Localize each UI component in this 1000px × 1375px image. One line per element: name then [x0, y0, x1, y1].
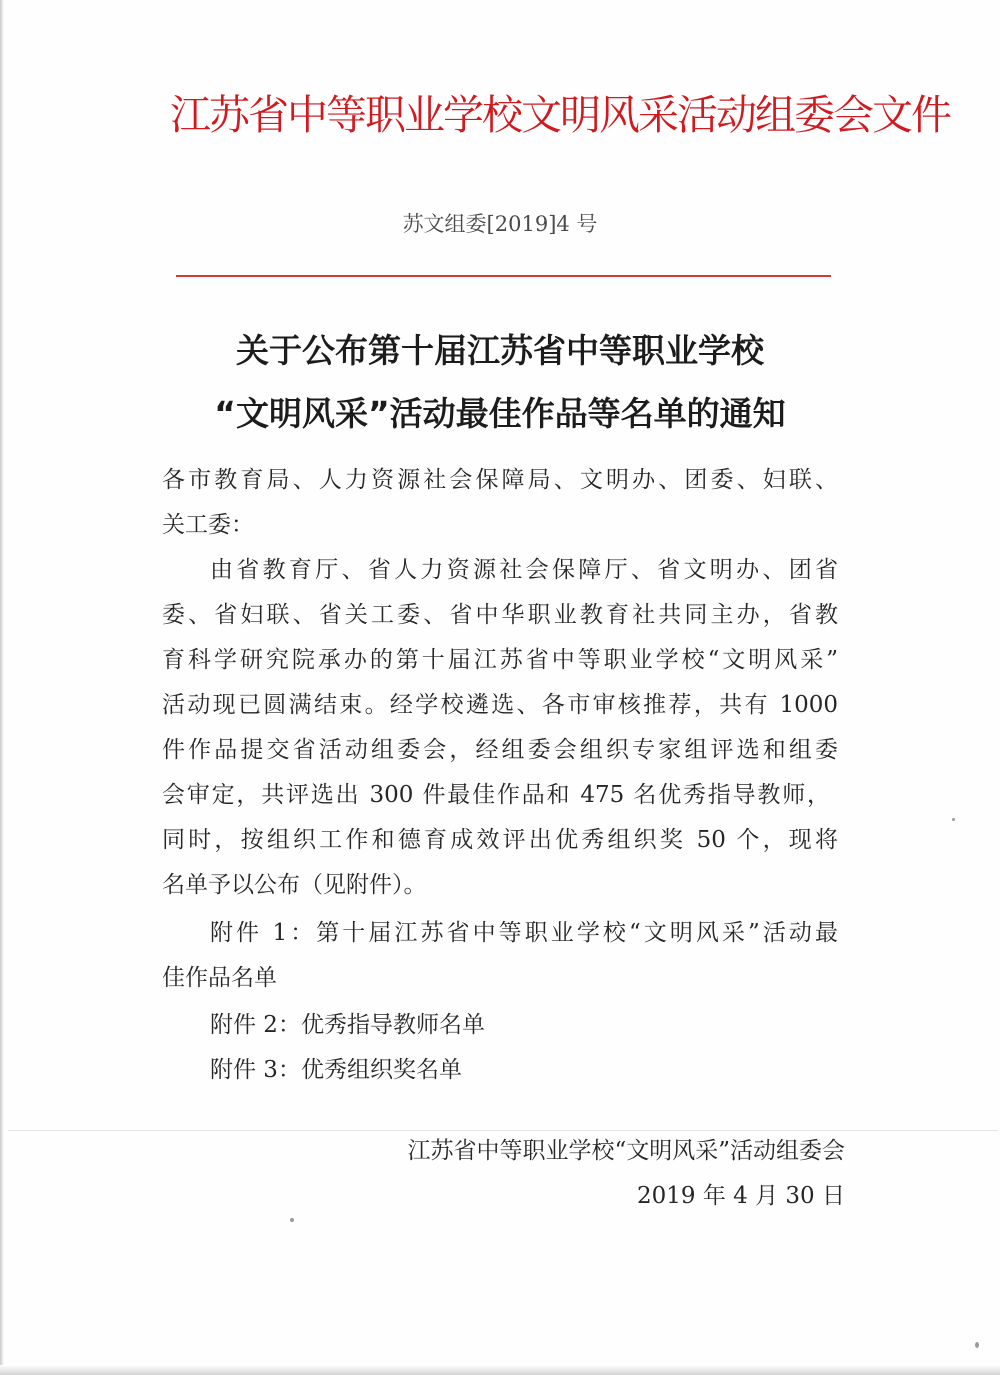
signature-organization: 江苏省中等职业学校“文明风采”活动组委会: [407, 1138, 845, 1164]
paragraph-line-8: 名单予以公布（见附件）。: [162, 872, 427, 898]
attachment-2: 附件 2：优秀指导教师名单: [210, 1012, 485, 1038]
scan-speck: [952, 818, 955, 821]
issuer-header: 江苏省中等职业学校文明风采活动组委会文件: [170, 91, 950, 139]
paragraph-line-7: 同时，按组织工作和德育成效评出优秀组织奖 50 个，现将: [162, 827, 838, 853]
paragraph-line-2: 委、省妇联、省关工委、省中华职业教育社共同主办，省教: [162, 602, 838, 628]
scan-edge-left: [0, 0, 4, 1375]
paragraph-line-3: 育科学研究院承办的第十届江苏省中等职业学校“文明风采”: [162, 647, 838, 673]
attachment-1-line-2: 佳作品名单: [162, 965, 277, 991]
attachment-1-line-1: 附件 1：第十届江苏省中等职业学校“文明风采”活动最: [210, 920, 838, 946]
scan-speck: [290, 1218, 294, 1222]
paragraph-line-6: 会审定，共评选出 300 件最佳作品和 475 名优秀指导教师，: [162, 782, 830, 808]
paper-fold-line: [8, 1130, 998, 1131]
scan-speck: [975, 1342, 979, 1348]
document-number: 苏文组委[2019]4 号: [402, 212, 598, 236]
red-divider-rule: [176, 275, 831, 277]
paragraph-line-4: 活动现已圆满结束。经学校遴选、各市审核推荐，共有 1000: [162, 692, 838, 718]
recipients-line-1: 各市教育局、人力资源社会保障局、文明办、团委、妇联、: [162, 467, 838, 493]
notice-title-line-2: “文明风采”活动最佳作品等名单的通知: [214, 394, 786, 433]
paragraph-line-1: 由省教育厅、省人力资源社会保障厅、省文明办、团省: [210, 557, 838, 583]
notice-title-line-1: 关于公布第十届江苏省中等职业学校: [236, 331, 764, 370]
scan-edge-bottom: [0, 1365, 1000, 1375]
attachment-3: 附件 3：优秀组织奖名单: [210, 1057, 462, 1083]
recipients-line-2: 关工委：: [162, 512, 254, 538]
paragraph-line-5: 件作品提交省活动组委会，经组委会组织专家组评选和组委: [162, 737, 838, 763]
signature-date: 2019 年 4 月 30 日: [637, 1183, 845, 1209]
